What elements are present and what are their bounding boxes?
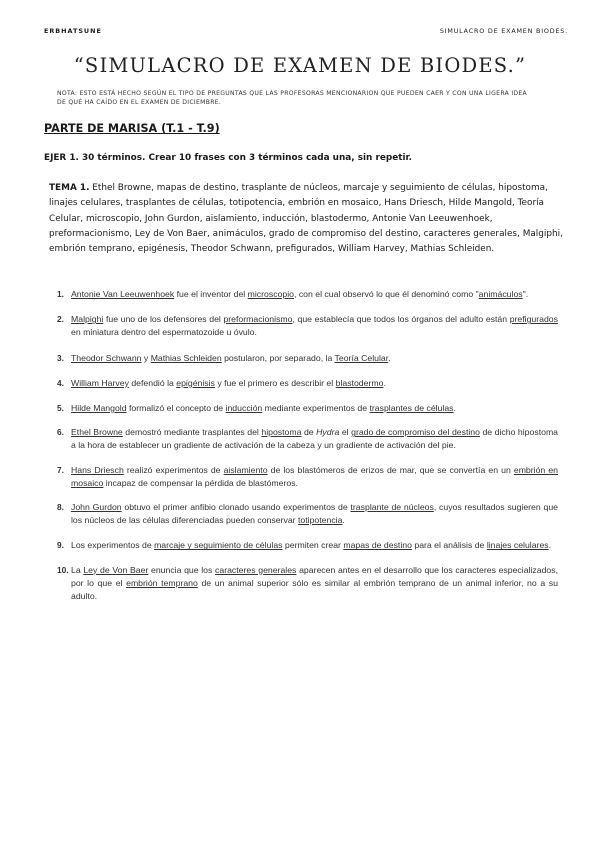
- key-term: aislamiento: [223, 464, 268, 475]
- key-term: marcaje y seguimiento de células: [154, 540, 283, 551]
- sentence-text: aparecen antes en el desarrollo que los caracteres especializados, por lo que el: [71, 564, 558, 588]
- sentence-text: fue uno de los defensores del: [103, 314, 224, 325]
- sentence-item: [58, 539, 558, 552]
- sentence-text: mediante experimentos de: [262, 403, 370, 414]
- sentence-number: 4.: [57, 377, 64, 388]
- key-term: animáculos: [478, 289, 523, 299]
- sentence-text: en miniatura dentro del espermatozoide u óvulo.: [71, 327, 257, 338]
- key-term: microscopio: [247, 289, 294, 299]
- page-title: “SIMULACRO DE EXAMEN DE BIODES.”: [73, 54, 527, 77]
- topic-terms: Ethel Browne, mapas de destino, trasplante de núcleos, marcaje y seguimiento de células, hipostoma, linajes celulares, trasplantes de células, totipotencia, embrión en mosaico, Hans Driesch, Hilde Mangold, Teoría Celular, microscopio, John Gurdon, aislamiento, inducción, blastodermo, Antonie Van Leeuwenhoek, preformacionismo, Ley de Von Baer, animáculos, grado de compromiso del destino, caracteres generales, Malgiphi, embrión temprano, epigénesis, Theodor Schwann, prefigurados, William Harvey, Mathias Schleiden.: [49, 183, 563, 255]
- sentence-number: 9.: [57, 540, 64, 551]
- sentence-text: el: [339, 427, 352, 438]
- key-term: mapas de destino: [343, 540, 412, 551]
- key-term: totipotencia: [297, 515, 343, 526]
- key-term: John Gurdon: [71, 502, 122, 513]
- sentence-text: .: [453, 403, 456, 414]
- sentence-text: Hydra: [316, 427, 340, 438]
- sentence-text: para el análisis de: [411, 540, 487, 551]
- sentence-text: ".: [522, 289, 529, 299]
- sentence-text: de los blastómeros de erizos de mar, que se convertía en un: [267, 464, 514, 475]
- key-term: preformacionismo: [223, 314, 293, 325]
- key-term: Antonie Van Leeuwenhoek: [71, 289, 175, 299]
- key-term: Malpighi: [71, 314, 104, 325]
- key-term: Teoría Celular: [334, 352, 389, 363]
- key-term: embrión en mosaico: [71, 464, 558, 488]
- header-author: ERBHATSUNE: [44, 27, 102, 35]
- sentence-item: [58, 377, 558, 390]
- sentence-text: fue el inventor del: [174, 289, 248, 299]
- sentence-item: [58, 313, 558, 339]
- sentence-number: 2.: [57, 314, 64, 325]
- sentence-text: .: [388, 352, 391, 363]
- sentence-item: [58, 288, 558, 301]
- key-term: Hans Driesch: [71, 464, 124, 475]
- sentence-text: , cuyos resultados sugieren que los núcleos de las células diferenciadas pueden conservar: [71, 502, 558, 526]
- key-term: epigénisis: [176, 377, 215, 388]
- sentence-number: 7.: [57, 464, 64, 475]
- sentence-text: .: [342, 515, 345, 526]
- key-term: linajes celulares: [486, 540, 549, 551]
- key-term: prefigurados: [509, 314, 558, 325]
- key-term: trasplante de núcleos: [350, 502, 434, 513]
- header-document-title: SIMULACRO DE EXAMEN BIODES.: [439, 27, 568, 35]
- sentence-text: y: [141, 352, 151, 363]
- key-term: Ethel Browne: [71, 427, 123, 438]
- sentence-text: enuncia que los: [148, 564, 216, 575]
- sentence-text: defendió la: [128, 377, 177, 388]
- sentence-number: 1.: [57, 289, 64, 299]
- sentence-item: [58, 402, 558, 415]
- sentence-text: y fue el primero es describir el: [214, 377, 336, 388]
- sentence-text: de: [301, 427, 317, 438]
- sentence-item: [58, 352, 558, 365]
- topic-term-list: [49, 181, 565, 257]
- section-heading: PARTE DE MARISA (T.1 - T.9): [44, 122, 220, 135]
- key-term: blastodermo: [335, 377, 384, 388]
- sentence-number: 3.: [57, 352, 64, 363]
- sentence-item: [58, 426, 558, 452]
- sentence-text: de dicho hipostoma a la hora de establecer un gradiente de activación de la cabeza y un gradiente de activación del pie.: [71, 427, 559, 451]
- key-term: trasplantes de células: [369, 403, 454, 414]
- key-term: Hilde Mangold: [71, 403, 127, 414]
- sentence-number: 10.: [57, 564, 69, 575]
- key-term: hipostoma: [261, 427, 302, 438]
- sentence-item: [58, 564, 558, 604]
- key-term: William Harvey: [71, 377, 129, 388]
- sentence-text: demostró mediante trasplantes del: [122, 427, 262, 438]
- topic-label: TEMA 1.: [49, 183, 90, 193]
- sentence-text: de un animal superior sólo es similar al embrión temprano de un animal inferior, no a su adulto.: [71, 577, 558, 602]
- key-term: embrión temprano: [126, 577, 198, 588]
- sentence-text: Los experimentos de: [71, 540, 155, 551]
- sentence-text: .: [383, 377, 386, 388]
- sentence-number: 8.: [57, 502, 64, 513]
- key-term: grado de compromiso del destino: [351, 427, 480, 438]
- sentence-item: [58, 464, 558, 490]
- note-paragraph: NOTA: ESTO ESTÁ HECHO SEGÚN EL TIPO DE PREGUNTAS QUE LAS PROFESORAS MENCIONARION QUE PUEDEN CAER Y CON UNA LIGERA IDEA DE QUÉ HA CAÍDO EN EL EXAMEN DE DICIEMBRE.: [57, 90, 528, 106]
- sentence-text: postularon, por separado, la: [221, 352, 335, 363]
- key-term: Ley de Von Baer: [83, 564, 149, 575]
- sentence-number: 6.: [57, 427, 64, 438]
- sentence-list: [58, 288, 558, 603]
- sentence-text: La: [71, 564, 84, 575]
- sentence-number: 5.: [57, 403, 64, 414]
- sentence-text: , con el cual observó lo que él denominó como ": [294, 289, 479, 299]
- exercise-instruction: EJER 1. 30 términos. Crear 10 frases con 3 términos cada una, sin repetir.: [44, 153, 413, 163]
- sentence-text: permiten crear: [282, 540, 344, 551]
- sentence-text: incapaz de compensar la pérdida de blastómeros.: [103, 477, 298, 488]
- sentence-text: formalizó el concepto de: [126, 403, 226, 414]
- sentence-text: obtuvo el primer anfibio clonado usando experimentos de: [121, 502, 351, 513]
- key-term: caracteres generales: [215, 564, 297, 575]
- key-term: Mathias Schleiden: [150, 352, 222, 363]
- key-term: Theodor Schwann: [71, 352, 142, 363]
- sentence-text: , que establecía que todos los órganos del adulto están: [292, 314, 510, 325]
- sentence-text: .: [548, 540, 552, 551]
- sentence-text: realizó experimentos de: [123, 464, 224, 475]
- sentence-item: [58, 501, 558, 527]
- key-term: inducción: [225, 403, 263, 414]
